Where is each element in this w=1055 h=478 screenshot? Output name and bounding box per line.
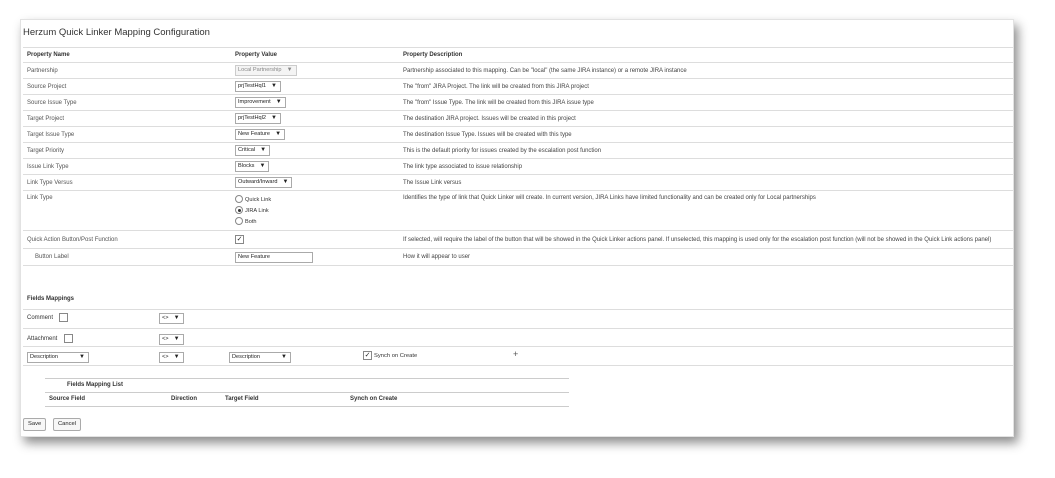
radio-icon bbox=[235, 217, 243, 225]
chevron-down-icon: ▼ bbox=[259, 163, 266, 169]
select-value: New Feature bbox=[238, 131, 271, 137]
source-project-select[interactable] bbox=[235, 81, 281, 92]
row-name: Issue Link Type bbox=[23, 159, 231, 175]
fields-mappings-title: Fields Mappings bbox=[27, 296, 75, 302]
select-value: Critical bbox=[238, 147, 256, 153]
direction-select[interactable] bbox=[159, 352, 184, 363]
row-description: This is the default priority for issues created by the escalation post function bbox=[399, 143, 1013, 159]
row-description: The destination Issue Type. Issues will be created with this type bbox=[399, 127, 1013, 143]
target-field-select[interactable] bbox=[229, 352, 291, 363]
select-value: Description bbox=[232, 354, 260, 360]
attachment-direction-select[interactable] bbox=[159, 334, 184, 345]
synch-on-create-checkbox[interactable]: ✓ bbox=[364, 352, 371, 359]
row-description: The "from" Issue Type. The link will be created from this JIRA issue type bbox=[399, 95, 1013, 111]
attachment-label: Attachment bbox=[27, 336, 58, 342]
comment-label: Comment bbox=[27, 315, 54, 321]
row-name: Target Project bbox=[23, 111, 231, 127]
chevron-down-icon: ▼ bbox=[173, 315, 180, 321]
radio-both[interactable] bbox=[235, 217, 395, 228]
issue-link-type-select[interactable] bbox=[235, 161, 269, 172]
config-panel bbox=[20, 19, 1014, 437]
select-value: Description bbox=[30, 354, 58, 360]
row-name: Quick Action Button/Post Function bbox=[23, 231, 231, 249]
radio-jira-link[interactable] bbox=[235, 206, 395, 217]
comment-checkbox[interactable] bbox=[59, 313, 68, 322]
save-button[interactable]: Save bbox=[23, 418, 46, 431]
attachment-row bbox=[23, 328, 1013, 345]
link-type-versus-select[interactable] bbox=[235, 177, 292, 188]
col-target-field: Target Field bbox=[225, 396, 259, 402]
row-name: Link Type Versus bbox=[23, 175, 231, 191]
row-name: Source Project bbox=[23, 79, 231, 95]
radio-label: JIRA Link bbox=[245, 207, 269, 214]
list-title-text: Fields Mapping List bbox=[67, 382, 124, 388]
col-source-field: Source Field bbox=[49, 396, 86, 402]
radio-quick-link[interactable] bbox=[235, 195, 395, 206]
table-row bbox=[23, 231, 1013, 249]
table-row bbox=[23, 249, 1013, 266]
table-row bbox=[23, 63, 1013, 79]
row-description: The link type associated to issue relationship bbox=[399, 159, 1013, 175]
row-description: Partnership associated to this mapping. Can be "local" (the same JIRA instance) or a remote JIRA instance bbox=[399, 63, 1013, 79]
row-description: The destination JIRA project. Issues will be created in this project bbox=[399, 111, 1013, 127]
chevron-down-icon: ▼ bbox=[282, 179, 289, 185]
header-property-description: Property Description bbox=[399, 48, 1013, 63]
properties-table bbox=[23, 47, 1013, 266]
table-header bbox=[23, 48, 1013, 63]
table-row bbox=[23, 191, 1013, 231]
radio-checked-icon bbox=[235, 206, 243, 214]
quick-action-checkbox[interactable]: ✓ bbox=[236, 236, 243, 243]
table-row bbox=[23, 95, 1013, 111]
radio-label: Quick Link bbox=[245, 196, 272, 203]
source-field-select[interactable] bbox=[27, 352, 89, 363]
cancel-button[interactable]: Cancel bbox=[53, 418, 81, 431]
select-value: <> bbox=[162, 354, 169, 360]
row-name: Source Issue Type bbox=[23, 95, 231, 111]
chevron-down-icon: ▼ bbox=[286, 67, 293, 73]
target-priority-select[interactable] bbox=[235, 145, 270, 156]
target-issue-type-select[interactable] bbox=[235, 129, 285, 140]
row-name: Link Type bbox=[23, 191, 231, 231]
row-name: Target Priority bbox=[23, 143, 231, 159]
radio-icon bbox=[235, 195, 243, 203]
source-issue-type-select[interactable] bbox=[235, 97, 286, 108]
chevron-down-icon: ▼ bbox=[271, 115, 277, 121]
select-value: prjTestHql2 bbox=[238, 115, 266, 121]
chevron-down-icon: ▼ bbox=[79, 354, 85, 360]
description-mapping-row bbox=[23, 346, 1013, 366]
chevron-down-icon: ▼ bbox=[281, 354, 287, 360]
comment-row bbox=[23, 309, 1013, 326]
header-property-value: Property Value bbox=[231, 48, 399, 63]
select-value: prjTestHql1 bbox=[238, 83, 266, 89]
chevron-down-icon: ▼ bbox=[275, 99, 282, 105]
select-value: Improvement bbox=[238, 99, 271, 105]
chevron-down-icon: ▼ bbox=[271, 83, 277, 89]
select-value: <> bbox=[162, 336, 169, 342]
select-value: Blocks bbox=[238, 163, 255, 169]
row-description: The Issue Link versus bbox=[399, 175, 1013, 191]
target-project-select[interactable] bbox=[235, 113, 281, 124]
fields-mapping-list-columns bbox=[45, 392, 569, 407]
row-description: How it will appear to user bbox=[399, 249, 1013, 266]
table-row bbox=[23, 159, 1013, 175]
col-synch-on-create: Synch on Create bbox=[350, 396, 398, 402]
chevron-down-icon: ▼ bbox=[275, 131, 282, 137]
table-row bbox=[23, 127, 1013, 143]
add-mapping-icon[interactable]: + bbox=[513, 349, 519, 359]
table-row bbox=[23, 79, 1013, 95]
chevron-down-icon: ▼ bbox=[260, 147, 267, 153]
comment-direction-select[interactable] bbox=[159, 313, 184, 324]
partnership-select[interactable] bbox=[235, 65, 297, 76]
table-row bbox=[23, 175, 1013, 191]
row-name: Button Label bbox=[23, 249, 231, 266]
chevron-down-icon: ▼ bbox=[173, 336, 180, 342]
col-direction: Direction bbox=[171, 396, 198, 402]
fields-mapping-list bbox=[45, 378, 569, 407]
header-property-name: Property Name bbox=[23, 48, 231, 63]
synch-on-create-label: Synch on Create bbox=[374, 353, 418, 359]
row-description: The "from" JIRA Project. The link will be created from this JIRA project bbox=[399, 79, 1013, 95]
page-title: Herzum Quick Linker Mapping Configuration bbox=[23, 27, 210, 38]
table-row bbox=[23, 111, 1013, 127]
row-description: Identifies the type of link that Quick Linker will create. In current version, JIRA Links have limited functionality and can be created only for Local partnerships bbox=[399, 191, 1013, 231]
attachment-checkbox[interactable] bbox=[64, 334, 73, 343]
select-value: Local Partnership bbox=[238, 67, 282, 73]
chevron-down-icon: ▼ bbox=[173, 354, 180, 360]
radio-label: Both bbox=[245, 218, 257, 225]
select-value: Outward/Inward bbox=[238, 179, 278, 185]
table-row bbox=[23, 143, 1013, 159]
button-label-input[interactable]: New Feature bbox=[235, 252, 313, 263]
row-name: Partnership bbox=[23, 63, 231, 79]
select-value: <> bbox=[162, 315, 169, 321]
row-description: If selected, will require the label of the button that will be showed in the Quick Linker actions panel. If unselected, this mapping is used only for the escalation post function (will not be showed in the Quick Link actions panel) bbox=[399, 231, 1013, 249]
fields-mapping-list-title bbox=[45, 378, 569, 392]
row-name: Target Issue Type bbox=[23, 127, 231, 143]
